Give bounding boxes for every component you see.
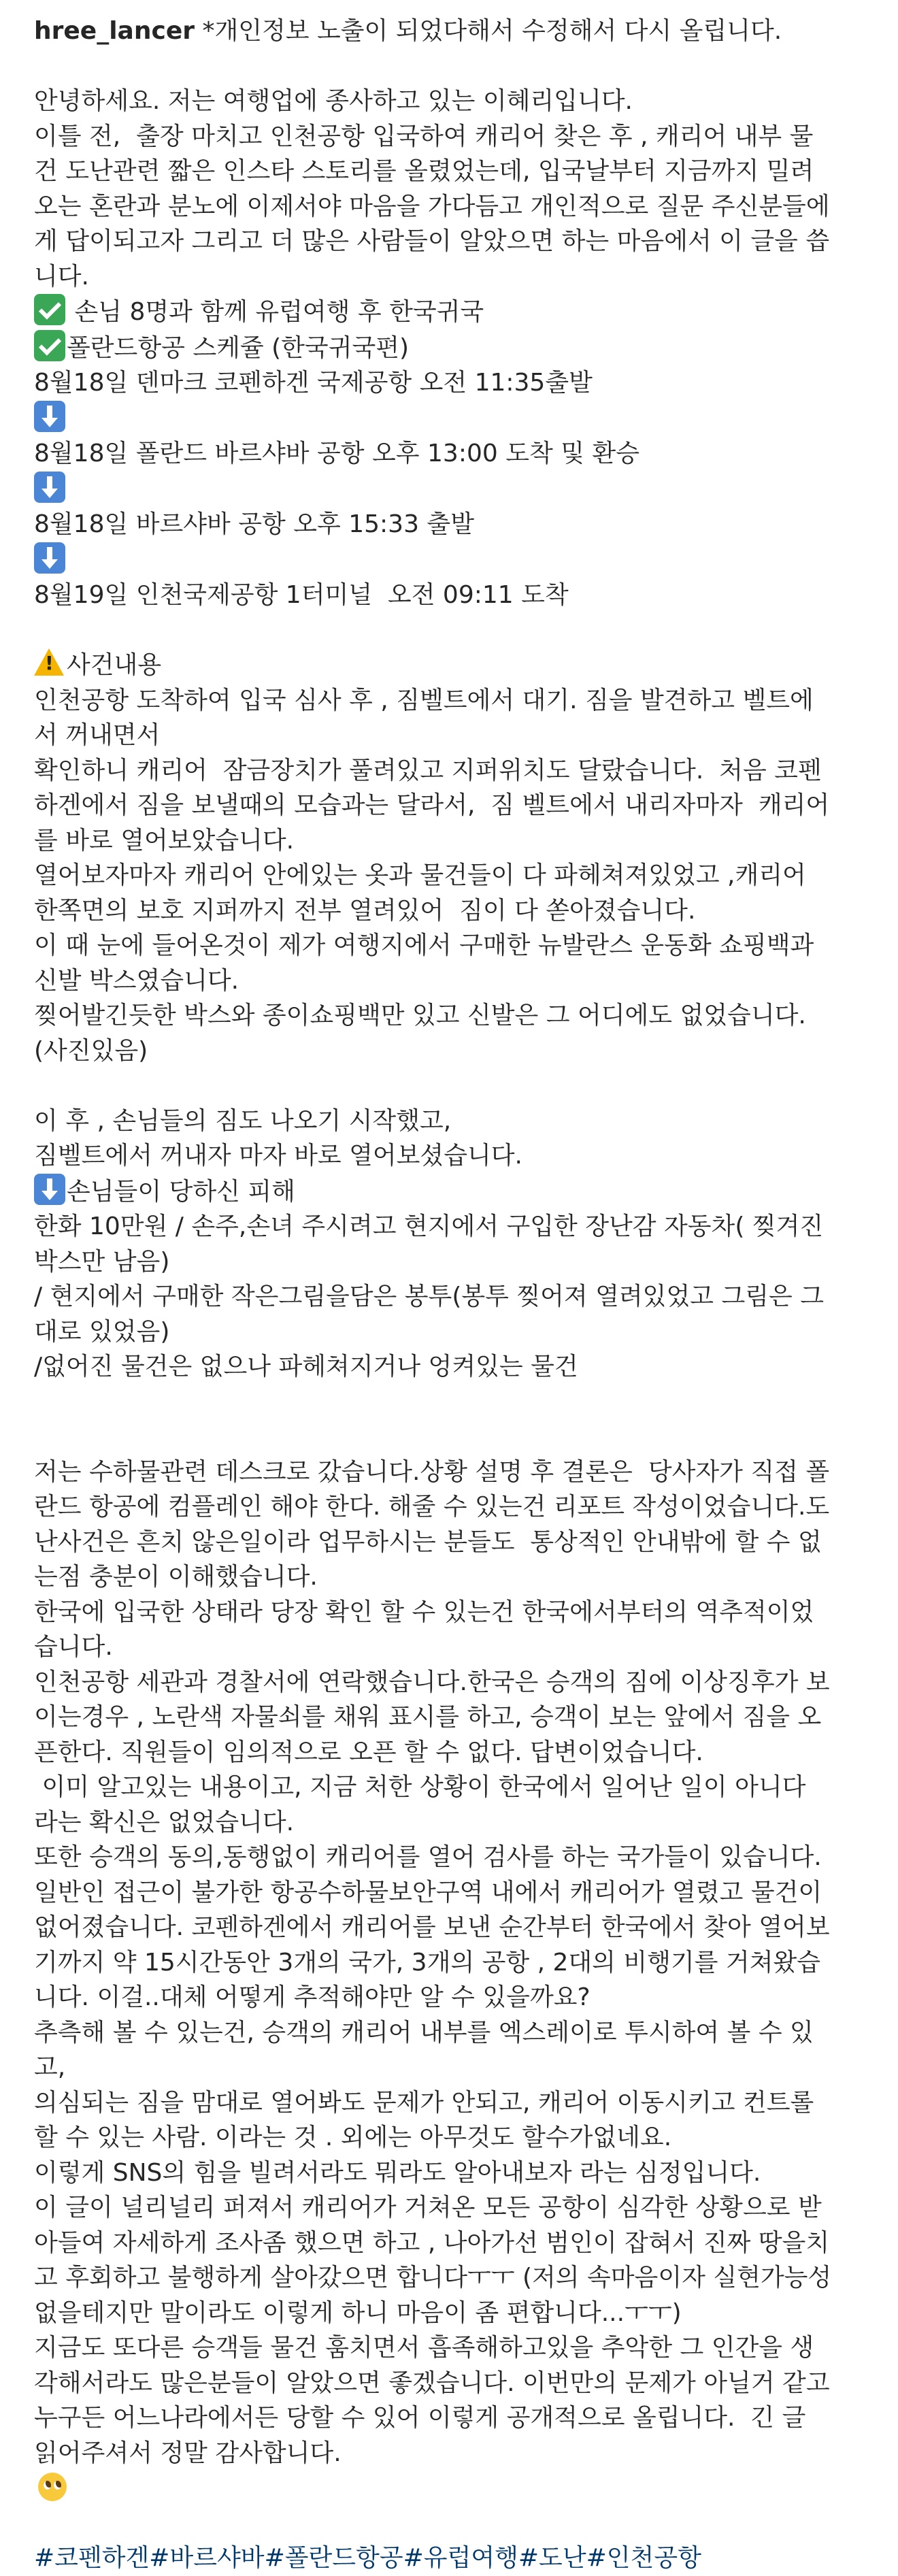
caption-header-line — [34, 14, 857, 49]
caption-text-line: 짐벨트에서 꺼내자 마자 바로 열어보셨습니다. — [34, 1142, 522, 1170]
caption-text-line: 습니다. — [34, 1633, 113, 1661]
hashtag-link[interactable]: #코펜하겐 — [34, 2544, 150, 2572]
caption-text-line: 이는경우 , 노란색 자물쇠를 채워 표시를 하고, 승객이 보는 앞에서 짐을 오 — [34, 1703, 822, 1731]
hashtag-link[interactable]: #도난 — [518, 2544, 586, 2572]
blank-line — [34, 613, 857, 648]
caption-text-line — [34, 294, 857, 330]
hashtag-line — [34, 2541, 857, 2576]
caption-text-line: 8월19일 인천국제공항 1터미널 오전 09:11 도착 — [34, 581, 569, 609]
caption-text-line: 인천공항 도착하여 입국 심사 후 , 짐벨트에서 대기. 짐을 발견하고 벨트에 — [34, 686, 814, 714]
caption-text-line: 한국에 입국한 상태라 당장 확인 할 수 있는건 한국에서부터의 역추적이었 — [34, 1598, 814, 1626]
caption-text-line: 확인하니 캐리어 잠금장치가 풀려있고 지퍼위치도 달랐습니다. 처음 코펜 — [34, 756, 822, 785]
caption-text-line: 난사건은 흔치 않은일이라 업무하시는 분들도 통상적인 안내밖에 할 수 없 — [34, 1528, 822, 1556]
caption-text-line: 없어졌습니다. 코펜하겐에서 캐리어를 보낸 순간부터 한국에서 찾아 열어보 — [34, 1913, 830, 1941]
caption-text-line: *개인정보 노출이 되었다해서 수정해서 다시 올립니다. — [195, 17, 782, 45]
caption-text: 사건내용 — [67, 651, 162, 679]
caption-text-line: 없을테지만 말이라도 이렇게 하니 마음이 좀 편합니다...ㅜㅜ) — [34, 2298, 682, 2327]
username-link[interactable]: hree_lancer — [34, 17, 195, 45]
caption-text-line: 지금도 또다른 승객들 물건 훔치면서 흡족해하고있을 추악한 그 인간을 생 — [34, 2334, 814, 2362]
caption-text-line: 대로 있었음) — [34, 1317, 170, 1346]
blank-line — [34, 1419, 857, 1455]
caption-text-line: 이렇게 SNS의 힘을 빌려서라도 뭐라도 알아내보자 라는 심정입니다. — [34, 2158, 761, 2187]
caption-text-line: 박스만 남음) — [34, 1247, 170, 1276]
caption-emoji-line — [34, 542, 857, 578]
caption-text-line: 고 후회하고 불행하게 살아갔으면 합니다ㅜㅜ (저의 속마음이자 실현가능성 — [34, 2264, 832, 2292]
caption-text-line: 서 꺼내면서 — [34, 721, 161, 749]
caption-text-line: 고, — [34, 2053, 66, 2081]
caption-text-line: 이미 알고있는 내용이고, 지금 처한 상황이 한국에서 일어난 일이 아니다 — [34, 1773, 806, 1801]
caption-emoji-line — [34, 472, 857, 508]
down-arrow-icon — [34, 1174, 65, 1205]
caption-text: 폴란드항공 스케쥴 (한국귀국편) — [67, 333, 410, 362]
caption-text-line: 를 바로 열어보았습니다. — [34, 826, 295, 855]
warning-icon — [34, 648, 64, 676]
caption-text-line: 또한 승객의 동의,동행없이 캐리어를 열어 검사를 하는 국가들이 있습니다. — [34, 1843, 822, 1871]
caption-text-line: 안녕하세요. 저는 여행업에 종사하고 있는 이혜리입니다. — [34, 87, 633, 115]
check-mark-button-icon — [34, 330, 65, 361]
caption-text-line — [34, 1174, 857, 1210]
blank-line — [34, 49, 857, 84]
caption-text-line: 아들여 자세하게 조사좀 했으면 하고 , 나아가선 범인이 잡혀서 진짜 땅을치 — [34, 2228, 830, 2257]
caption-text-line: 찢어발긴듯한 박스와 종이쇼핑백만 있고 신발은 그 어디에도 없었습니다. — [34, 1002, 806, 1029]
caption-text-line: 는점 충분이 이해했습니다. — [34, 1563, 318, 1591]
caption-text-line: / 현지에서 구매한 작은그림을담은 봉투(봉투 찢어져 열려있었고 그림은 그 — [34, 1283, 825, 1310]
caption-text-line: 기까지 약 15시간동안 3개의 국가, 3개의 공항 , 2대의 비행기를 거쳐왔습 — [34, 1948, 821, 1977]
caption-text-line: 니다. 이걸..대체 어떻게 추적해야만 알 수 있을까요? — [34, 1983, 591, 2011]
blank-line — [34, 1068, 857, 1104]
caption-text-line — [34, 648, 857, 683]
caption-text-line — [34, 330, 857, 366]
caption-text-line: 8월18일 덴마크 코펜하겐 국제공항 오전 11:35출발 — [34, 369, 593, 397]
hashtag-link[interactable]: #유럽여행 — [403, 2544, 518, 2572]
caption-text-line: 이 때 눈에 들어온것이 제가 여행지에서 구매한 뉴발란스 운동화 쇼핑백과 — [34, 931, 814, 959]
caption-text-line: (사진있음) — [34, 1036, 148, 1065]
caption-text-line: 란드 항공에 컴플레인 해야 한다. 해줄 수 있는건 리포트 작성이었습니다.도 — [34, 1493, 830, 1521]
caption-text-line: 라는 확신은 없었습니다. — [34, 1808, 295, 1836]
caption-text-line: 신발 박스였습니다. — [34, 966, 239, 995]
caption-text-line: 일반인 접근이 불가한 항공수하물보안구역 내에서 캐리어가 열렸고 물건이 — [34, 1878, 822, 1906]
caption-text-line: 8월18일 폴란드 바르샤바 공항 오후 13:00 도착 및 환승 — [34, 440, 639, 467]
caption-text-line: 이틀 전, 출장 마치고 인천공항 입국하여 캐리어 찾은 후 , 캐리어 내부 물 — [34, 122, 814, 150]
caption-text-line: 오는 혼란과 분노에 이제서야 마음을 가다듬고 개인적으로 질문 주신분들에 — [34, 192, 830, 220]
caption-text-line: 추측해 볼 수 있는건, 승객의 캐리어 내부를 엑스레이로 투시하여 볼 수 있 — [34, 2018, 814, 2047]
caption-text-line: 의심되는 짐을 맘대로 열어봐도 문제가 안되고, 캐리어 이동시키고 컨트롤 — [34, 2088, 814, 2117]
caption-text-line: 8월18일 바르샤바 공항 오후 15:33 출발 — [34, 510, 474, 538]
caption-text-line: 이 후 , 손님들의 짐도 나오기 시작했고, — [34, 1106, 452, 1135]
caption-text-line: 한화 10만원 / 손주,손녀 주시려고 현지에서 구입한 장난감 자동차( 찢겨진 — [34, 1212, 824, 1240]
down-arrow-icon — [34, 401, 65, 432]
hashtag-link[interactable]: #폴란드항공 — [264, 2544, 403, 2572]
caption-text-line: 읽어주셔서 정말 감사합니다. — [34, 2439, 350, 2467]
blank-line — [34, 1385, 857, 1420]
hashtag-link[interactable]: #인천공항 — [586, 2544, 701, 2572]
hashtag-link[interactable]: #바르샤바 — [149, 2544, 265, 2572]
caption-text-line: 하겐에서 짐을 보낼때의 모습과는 달라서, 짐 벨트에서 내리자마자 캐리어 — [34, 791, 830, 819]
down-arrow-icon — [34, 542, 65, 574]
caption-text-line — [34, 2471, 857, 2506]
check-mark-button-icon — [34, 294, 65, 325]
caption-text-line: /없어진 물건은 없으나 파헤쳐지거나 엉켜있는 물건 — [34, 1353, 578, 1381]
caption-text-line: 픈한다. 직원들이 임의적으로 오픈 할 수 없다. 답변이었습니다. — [34, 1738, 703, 1766]
caption-text-line: 게 답이되고자 그리고 더 많은 사람들이 알았으면 하는 마음에서 이 글을 씁 — [34, 227, 830, 255]
caption-text-line: 건 도난관련 짧은 인스타 스토리를 올렸었는데, 입국날부터 지금까지 밀려 — [34, 157, 814, 185]
caption-emoji-line — [34, 401, 857, 437]
caption-text-line: 한쪽면의 보호 지퍼까지 전부 열려있어 짐이 다 쏟아졌습니다. — [34, 896, 696, 925]
caption-text-line: 저는 수하물관련 데스크로 갔습니다.상황 설명 후 결론은 당사자가 직접 폴 — [34, 1457, 830, 1486]
caption-text-line: 이 글이 널리널리 퍼져서 캐리어가 거쳐온 모든 공항이 심각한 상황으로 받 — [34, 2194, 822, 2222]
caption-text-line: 인천공항 세관과 경찰서에 연락했습니다.한국은 승객의 짐에 이상징후가 보 — [34, 1668, 830, 1696]
caption-text-line: 누구든 어느나라에서든 당할 수 있어 이렇게 공개적으로 올립니다. 긴 글 — [34, 2404, 806, 2432]
caption-text-line: 각해서라도 많은분들이 알았으면 좋겠습니다. 이번만의 문제가 아닐거 같고 — [34, 2368, 830, 2397]
caption-text: 손님들이 당하신 피해 — [67, 1177, 295, 1206]
down-arrow-icon — [34, 472, 65, 503]
caption-text-line: 니다. — [34, 262, 89, 291]
caption-text-line: 열어보자마자 캐리어 안에있는 옷과 물건들이 다 파헤쳐져있었고 ,캐리어 — [34, 861, 806, 889]
blank-line — [34, 2506, 857, 2541]
caption-text: 손님 8명과 함께 유럽여행 후 한국귀국 — [67, 298, 484, 326]
caption-text-line: 할 수 있는 사람. 이라는 것 . 외에는 아무것도 할수가없네요. — [34, 2124, 672, 2151]
pleading-face-icon — [38, 2473, 67, 2501]
